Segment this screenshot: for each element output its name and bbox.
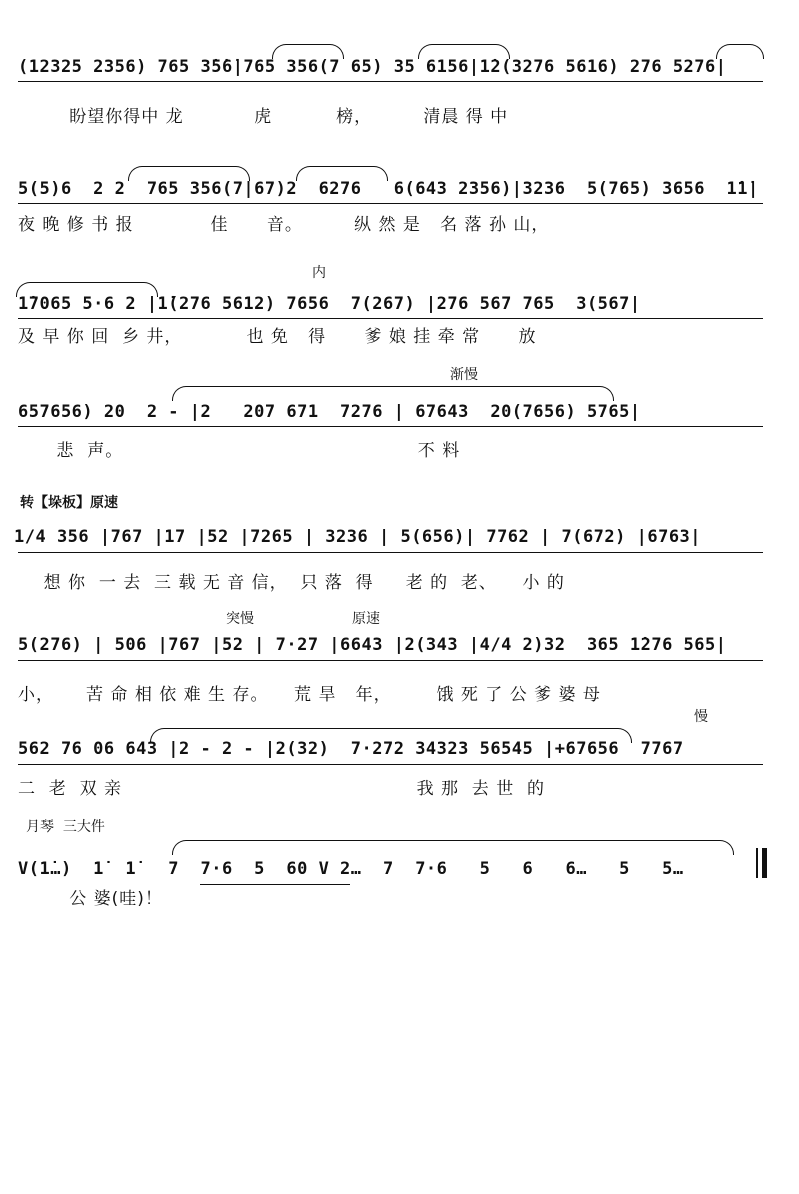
rhythm-underline: [18, 81, 763, 82]
final-barline-thick: [762, 848, 767, 878]
final-barline-thin: [756, 848, 758, 878]
tempo-mark-yuansu: 原速: [352, 611, 380, 627]
rhythm-underline: [18, 318, 763, 319]
dynamics-mark-nei: 内: [312, 265, 326, 281]
rhythm-underline: [200, 884, 350, 885]
notation-row-3: 1̇7065 5·6 2 |1̇(276 5612) 7656 7(267) |276 567 765 3(567|: [18, 294, 641, 314]
notation-row-8: V(1̇…) 1̇ 1̇ 7 7·6 5 60 V 2… 7 7·6 5 6 6… 5 5…: [18, 859, 684, 879]
tempo-mark-man: 慢: [694, 709, 708, 725]
rhythm-underline: [18, 552, 763, 553]
notation-row-2: 5(5)6 2 2 765 356(7|67)2 6276 6(643 2356)|3236 5(765) 3656 1̇1̇|: [18, 179, 759, 199]
lyrics-row-7: 二 老 双 亲 我 那 去 世 的: [18, 779, 546, 799]
tempo-mark-jianman: 渐慢: [450, 367, 478, 383]
instrument-label: 月琴 三大件: [26, 819, 105, 835]
rhythm-underline: [18, 203, 763, 204]
lyrics-row-4: 悲 声。 不 料: [18, 441, 461, 461]
rhythm-underline: [18, 764, 763, 765]
notation-row-5: 1/4 356 |767 |17 |52 |7265 | 3236 | 5(656)| 7762 | 7(672) |6763|: [14, 527, 702, 547]
lyrics-row-6: 小， 苦 命 相 依 难 生 存。 荒 旱 年， 饿 死 了 公 爹 婆 母: [18, 685, 601, 705]
lyrics-row-1: 盼望你得中 龙 虎 榜， 清晨 得 中: [18, 107, 509, 127]
lyrics-row-5: 想 你 一 去 三 载 无 音 信， 只 落 得 老 的 老、 小 的: [18, 573, 565, 593]
tie-slur: [172, 386, 614, 401]
tempo-mark-tuman: 突慢: [226, 611, 254, 627]
notation-row-4: 657656) 20 2 - |2 207 671 7276 | 67643 20(7656) 5765|: [18, 402, 641, 422]
notation-row-6: 5(276) | 506 |767 |52 | 7·27 |6643 |2(343 |4/4 2)32 365 1̇276 565|: [18, 635, 727, 655]
lyrics-row-2: 夜 晚 修 书 报 佳 音。 纵 然 是 名 落 孙 山，: [18, 215, 550, 235]
lyrics-row-3: 及 早 你 回 乡 井， 也 免 得 爹 娘 挂 牵 常 放: [18, 327, 537, 347]
lyrics-row-8: 公 婆(哇)！: [18, 889, 163, 909]
notation-row-1: (12325 2356) 765 3̇5̇6̇|765 356(7 65) 35 6156|1̇2(3276 5616) 276 5276|: [18, 57, 727, 77]
notation-row-7: 562 76 06 643 |2 - 2 - |2(32) 7·272 34323 56545 |+67656 7767: [18, 739, 684, 759]
rhythm-underline: [18, 660, 763, 661]
tempo-change-label: 转【垛板】原速: [20, 495, 118, 511]
rhythm-underline: [18, 426, 763, 427]
tie-slur: [172, 840, 734, 855]
